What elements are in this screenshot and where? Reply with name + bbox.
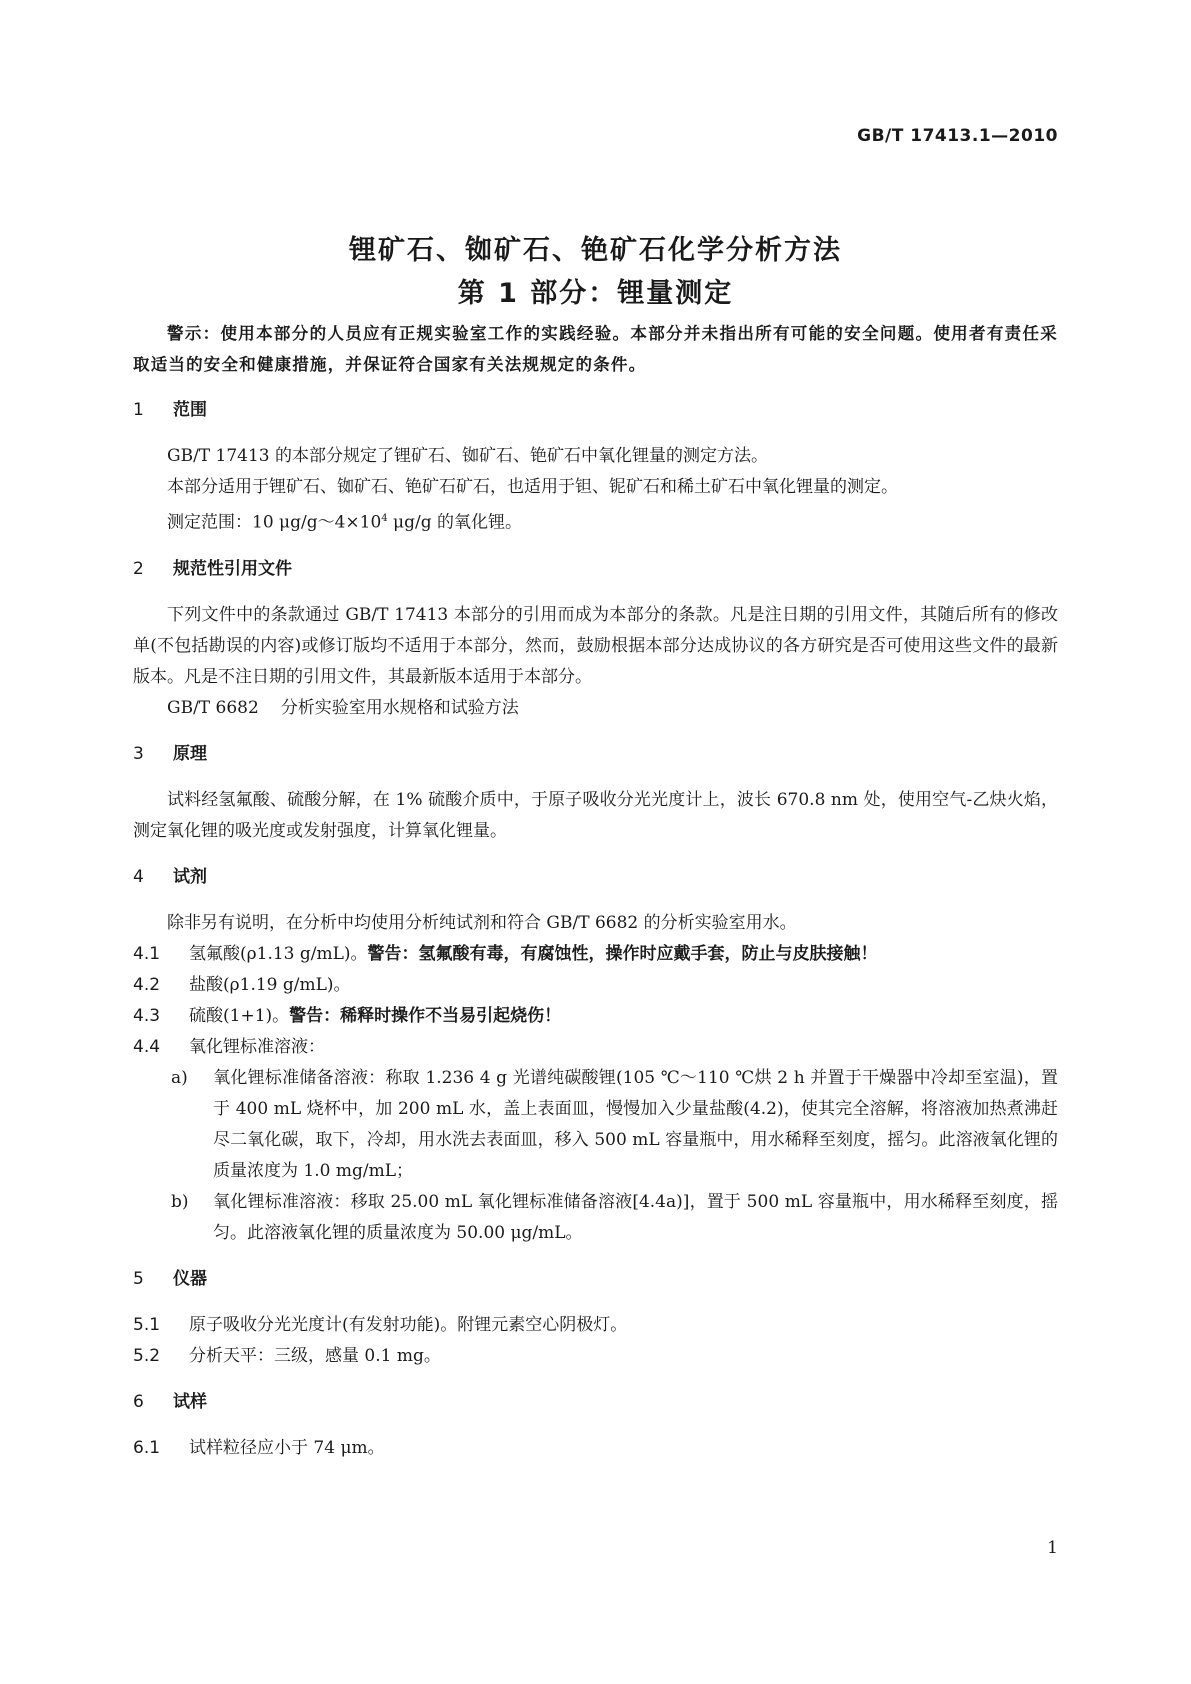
item-text: 氧化锂标准溶液： (189, 1036, 325, 1057)
reagent-item (133, 1032, 1058, 1063)
section-3-heading (133, 739, 1058, 770)
document-subtitle: 第 1 部分：锂量测定 (457, 278, 734, 309)
section-title: 试剂 (173, 866, 207, 887)
document-body (133, 318, 1058, 1464)
section-6-heading (133, 1387, 1058, 1418)
item-text: 盐酸(ρ1.19 g/mL)。 (189, 974, 351, 995)
sub-item-text: 氧化锂标准溶液：移取 25.00 mL 氧化锂标准储备溶液[4.4a)]，置于 500 mL 容量瓶中，用水稀释至刻度，摇匀。此溶液氧化锂的质量浓度为 50.00 μg/mL。 (213, 1191, 1058, 1243)
section-title: 仪器 (173, 1268, 207, 1289)
section-number: 4 (133, 866, 144, 887)
section-5-heading (133, 1264, 1058, 1295)
item-number: 6.1 (133, 1437, 161, 1458)
item-number: 4.2 (133, 974, 161, 995)
section-2-heading (133, 554, 1058, 585)
reference-title: 分析实验室用水规格和试验方法 (280, 697, 519, 718)
instrument-item (133, 1341, 1058, 1372)
range-exponent: 4 (381, 513, 388, 524)
normative-reference-item (133, 693, 1058, 724)
item-number: 4.3 (133, 1005, 161, 1026)
section-4-heading (133, 862, 1058, 893)
reagent-item (133, 939, 1058, 970)
range-text: μg/g 的氧化锂。 (387, 512, 523, 533)
measurement-range (133, 503, 1058, 539)
reference-code: GB/T 6682 (167, 697, 259, 718)
item-text: 硫酸(1+1)。 (189, 1005, 290, 1026)
sub-item-label: b) (171, 1191, 189, 1212)
section-1-heading (133, 395, 1058, 426)
normative-reference-paragraph: 下列文件中的条款通过 GB/T 17413 本部分的引用而成为本部分的条款。凡是注日期的引用文件，其随后所有的修改单(不包括勘误的内容)或修订版均不适用于本部分，然而，鼓励根据本部分达成协议的各方研究是否可使用这些文件的最新版本。凡是不注日期的引用文件，其最新版本适用于本部分。 (133, 604, 1058, 687)
sub-item-a (133, 1063, 1058, 1187)
sample-item (133, 1433, 1058, 1464)
section-title: 原理 (173, 743, 207, 764)
item-text: 氢氟酸(ρ1.13 g/mL)。 (189, 943, 368, 964)
standard-number: GB/T 17413.1—2010 (857, 126, 1058, 146)
item-text: 原子吸收分光光度计(有发射功能)。附锂元素空心阴极灯。 (189, 1314, 628, 1335)
page-number: 1 (1047, 1538, 1058, 1558)
item-number: 4.1 (133, 943, 161, 964)
item-number: 5.1 (133, 1314, 161, 1335)
item-warning: 警告：氢氟酸有毒，有腐蚀性，操作时应戴手套，防止与皮肤接触！ (367, 943, 878, 964)
section-title: 试样 (173, 1391, 207, 1412)
reagent-item (133, 970, 1058, 1001)
range-text: 测定范围：10 μg/g～4×10 (167, 512, 382, 533)
item-warning: 警告：稀释时操作不当易引起烧伤！ (289, 1005, 562, 1026)
reagents-intro: 除非另有说明，在分析中均使用分析纯试剂和符合 GB/T 6682 的分析实验室用水。 (167, 912, 797, 933)
section-number: 2 (133, 558, 144, 579)
section-number: 6 (133, 1391, 144, 1412)
item-number: 4.4 (133, 1036, 161, 1057)
safety-warning: 警示：使用本部分的人员应有正规实验室工作的实践经验。本部分并未指出所有可能的安全问题。使用者有责任采取适当的安全和健康措施，并保证符合国家有关法规规定的条件。 (133, 324, 1058, 374)
instrument-item (133, 1310, 1058, 1341)
section-title: 规范性引用文件 (173, 558, 292, 579)
sub-item-label: a) (171, 1067, 188, 1088)
principle-paragraph: 试料经氢氟酸、硫酸分解，在 1% 硫酸介质中，于原子吸收分光光度计上，波长 670.8 nm 处，使用空气-乙炔火焰，测定氧化锂的吸光度或发射强度，计算氧化锂量。 (133, 789, 1058, 841)
item-number: 5.2 (133, 1345, 161, 1366)
document-title: 锂矿石、铷矿石、铯矿石化学分析方法 (349, 235, 842, 266)
section-number: 5 (133, 1268, 144, 1289)
reagent-item (133, 1001, 1058, 1032)
item-text: 试样粒径应小于 74 μm。 (189, 1437, 385, 1458)
scope-paragraph: 本部分适用于锂矿石、铷矿石、铯矿石矿石，也适用于钽、铌矿石和稀土矿石中氧化锂量的测定。 (167, 477, 898, 497)
section-number: 1 (133, 400, 144, 420)
item-text: 分析天平：三级，感量 0.1 mg。 (189, 1345, 441, 1366)
section-number: 3 (133, 743, 144, 764)
scope-paragraph: GB/T 17413 的本部分规定了锂矿石、铷矿石、铯矿石中氧化锂量的测定方法。 (167, 446, 769, 466)
sub-item-text: 氧化锂标准储备溶液：称取 1.236 4 g 光谱纯碳酸锂(105 ℃～110 ℃烘 2 h 并置于干燥器中冷却至室温)，置于 400 mL 烧杯中，加 200 mL 水，盖上表面皿，慢慢加入少量盐酸(4.2)，使其完全溶解，将溶液加热煮沸赶尽二氧化碳，取下，冷却，用水洗去表面皿，移入 500 mL 容量瓶中，用水稀释至刻度，摇匀。此溶液氧化锂的质量浓度为 1.0 mg/mL； (213, 1067, 1058, 1181)
section-title: 范围 (173, 400, 207, 420)
sub-item-b (133, 1187, 1058, 1249)
